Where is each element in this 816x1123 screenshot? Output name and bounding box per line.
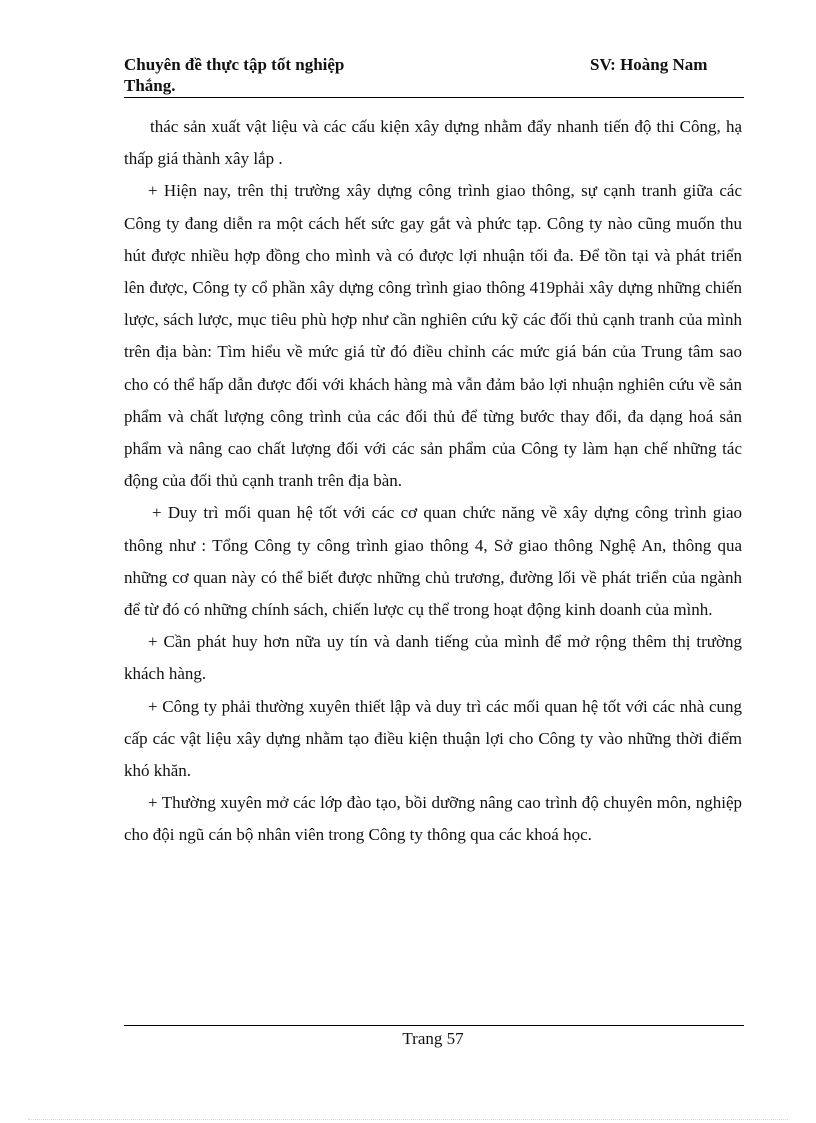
header-student-name: SV: Hoàng Nam — [590, 55, 708, 74]
document-body — [124, 111, 742, 852]
paragraph-4: + Cần phát huy hơn nữa uy tín và danh tiếng của mình để mở rộng thêm thị trường khách hàng. — [124, 632, 742, 684]
header-divider — [124, 97, 744, 98]
paragraph-1: thác sản xuất vật liệu và các cấu kiện xây dựng nhằm đẩy nhanh tiến độ thi Công, hạ thấp giá thành xây lắp . — [124, 117, 742, 169]
paragraph-6: + Thường xuyên mở các lớp đào tạo, bồi dưỡng nâng cao trình độ chuyên môn, nghiệp cho đội ngũ cán bộ nhân viên trong Công ty thông qua các khoá học. — [124, 793, 742, 845]
paragraph-2: + Hiện nay, trên thị trường xây dựng công trình giao thông, sự cạnh tranh giữa các Công ty đang diễn ra một cách hết sức gay gắt và phức tạp. Công ty nào cũng muốn thu hút được nhiều hợp đồng cho mình và có được lợi nhuận tối đa. Để tồn tại và phát triển lên được, Công ty cổ phần xây dựng công trình giao thông 419phải xây dựng những chiến lược, sách lược, mục tiêu phù hợp như cần nghiên cứu kỹ các đối thủ cạnh tranh của mình trên địa bàn: Tìm hiểu về mức giá từ đó điều chỉnh các mức giá bán của Trung tâm sao cho có thể hấp dẫn được đối với khách hàng mà vẫn đảm bảo lợi nhuận nghiên cứu về sản phẩm và chất lượng công trình của các đối thủ để từng bước thay đổi, đa dạng hoá sản phẩm và nâng cao chất lượng đối với các sản phẩm của Công ty làm hạn chế những tác động của đối thủ cạnh tranh trên địa bàn. — [124, 181, 742, 491]
header-title-line-2: Thắng. — [124, 76, 176, 95]
footer-divider — [124, 1025, 744, 1026]
page-edge-divider — [28, 1119, 788, 1120]
paragraph-3: + Duy trì mối quan hệ tốt với các cơ quan chức năng về xây dựng công trình giao thông như : Tổng Công ty công trình giao thông 4, Sở giao thông Nghệ An, thông qua những cơ quan này có thể biết được những chủ trương, đường lối về phát triển của ngành để từ đó có những chính sách, chiến lược cụ thể trong hoạt động kinh doanh của mình. — [124, 503, 742, 620]
page-number: Trang 57 — [402, 1029, 464, 1048]
header-title — [124, 54, 424, 96]
header-title-line-1: Chuyên đề thực tập tốt nghiệp — [124, 55, 345, 74]
paragraph-5: + Công ty phải thường xuyên thiết lập và duy trì các mối quan hệ tốt với các nhà cung cấp các vật liệu xây dựng nhằm tạo điều kiện thuận lợi cho Công ty vào những thời điểm khó khăn. — [124, 696, 742, 781]
